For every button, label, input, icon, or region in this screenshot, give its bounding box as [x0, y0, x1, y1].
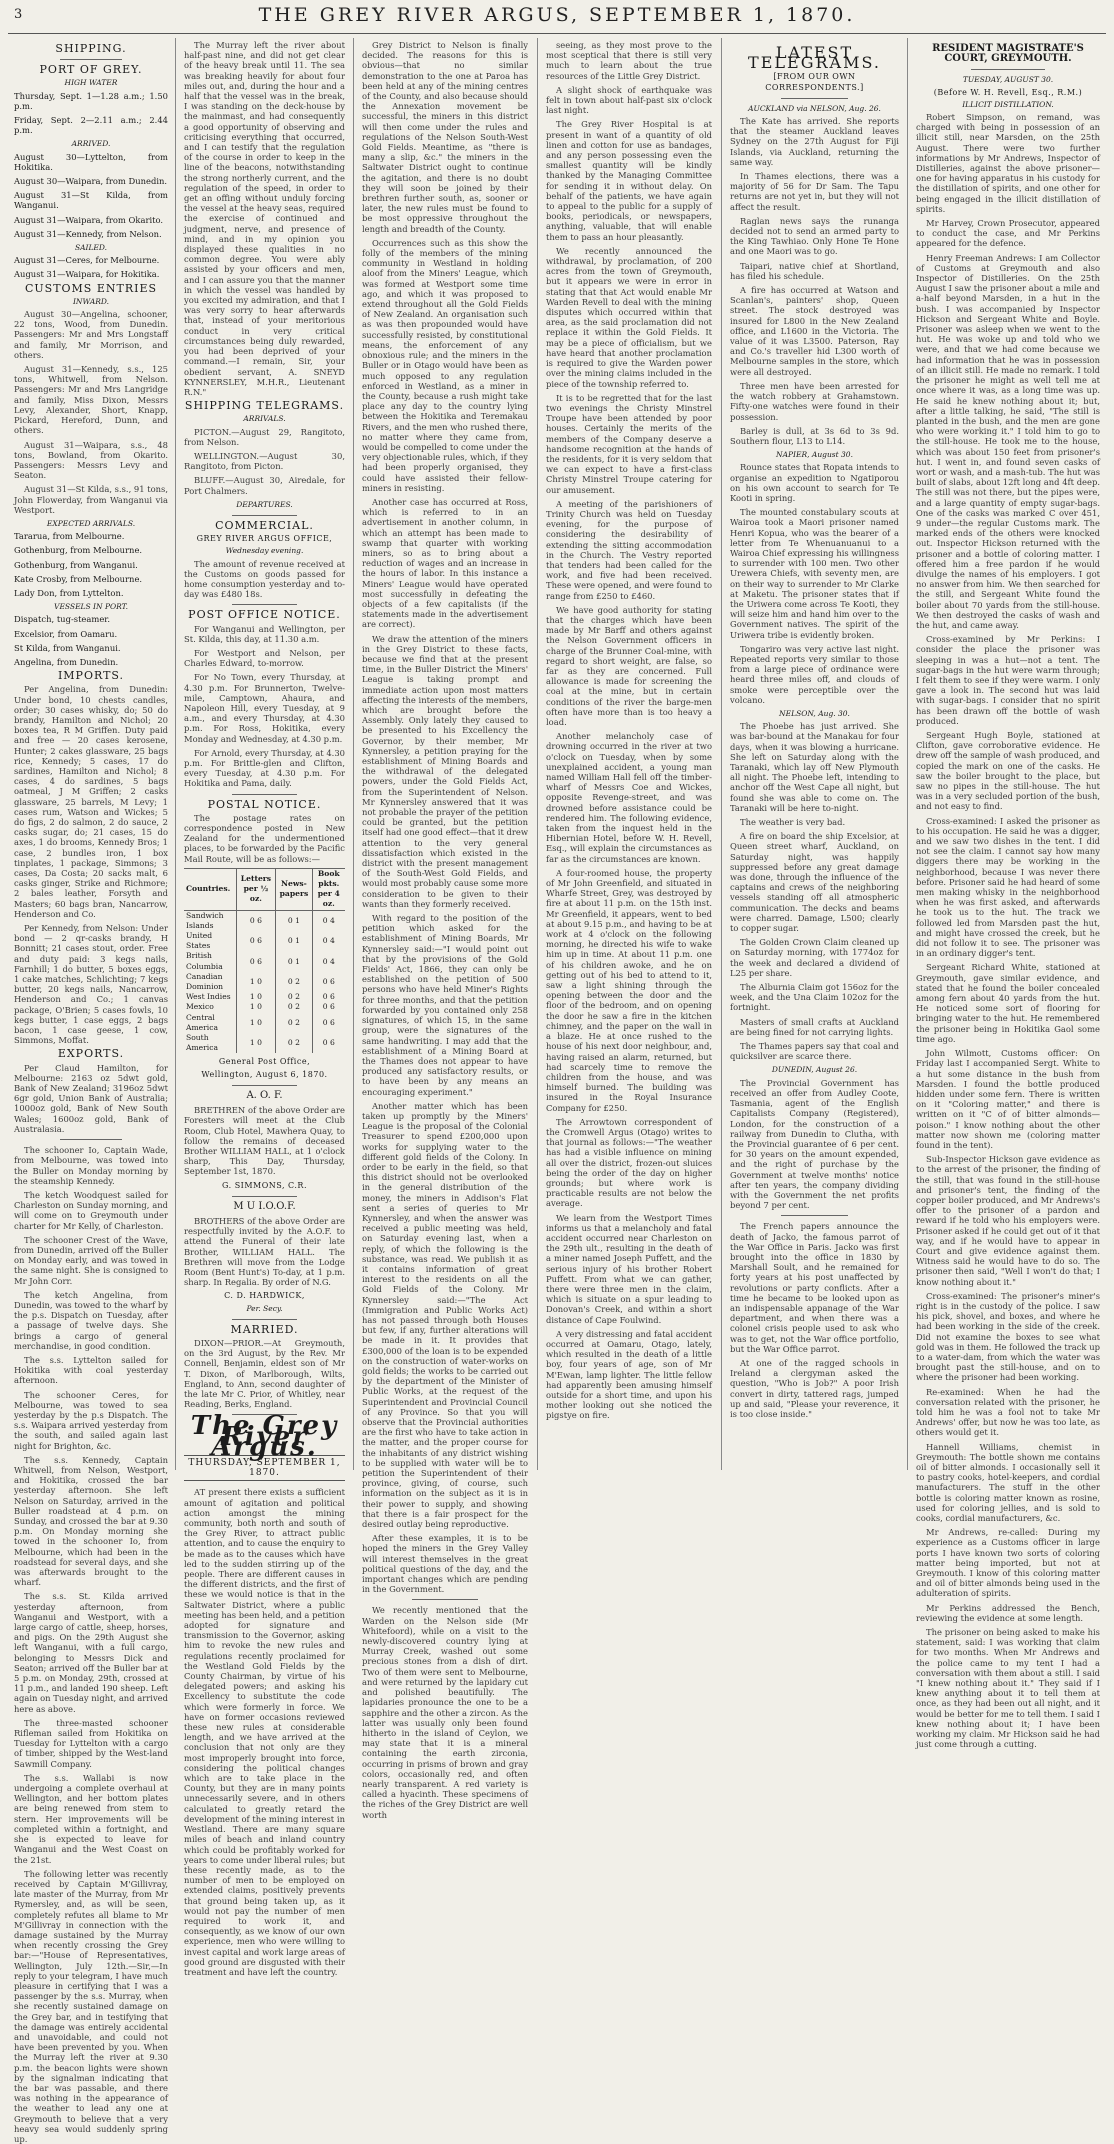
table-cell: 0 6 [236, 931, 276, 951]
high-water-line: Thursday, Sept. 1—1.28 a.m.; 1.50 p.m. [14, 90, 168, 111]
column-latest-telegrams [724, 40, 905, 1468]
court-paragraph: Cross-examined by Mr Perkins: I consider the place the prisoner was sleeping in was a hut—not a tent. The sugar-bags in the hut were warm through; I felt them to see if they were warm. I only gave a look in. The second hut was laid with sugar-bags. I consider that no spirit has been drawn off the bottle of wash produced. [916, 634, 1100, 726]
editorial-paragraph: Occurrences such as this show the folly of the members of the mining community in Westland in holding aloof from the Miners' League, which was formed at Westport some time ago, and which it was proposed to extend throughout all the Gold Fields of New Zealand. An organisation such as was then propounded would have successfully resisted, by constitutional means, the enforcement of any obnoxious rule; and the miners in the Buller or in Otago would have been as much opposed to any regulation enforced in Westland, as a miner in the County, because a rush might take place any day to the country lying between the Hokitika and Teremakau Rivers, and the men who rushed there, no matter where they came from, would be compelled to come under the very objectionable rules, which, if they had been properly organised, they could have assisted their fellow-miners in resisting. [362, 237, 528, 493]
local-news-paragraph: We recently mentioned that the Warden on the Nelson side (Mr Whitefoord), while on a visit to the newly-discovered country lying at Murray Creek, washed out some precious stones from a dish of dirt. Two of them were sent to Melbourne, and were returned by the lapidary cut and polished beautifully. The lapidaries pronounce the one to be a sapphire and the other a zircon. As the latter was usually only been found hitherto in the island of Ceylon, we may state that it is a mineral containing the earth zirconia, occurring in prisms of brown and gray colors, occasionally red, and often nearly transparent. A red variety is called a hyacinth. These specimens of the riches of the Grey District are well worth [362, 1605, 528, 1820]
table-cell: South America [186, 1033, 219, 1053]
expected-line: Tararua, from Melbourne. [14, 531, 125, 542]
table-row [184, 1002, 345, 1012]
arrived-line: August 31—Kennedy, from Nelson. [14, 228, 162, 239]
local-news-paragraph: A meeting of the parishioners of Trinity Church was held on Tuesday evening, for the purpose of considering the desirability of extending the sitting accommodation in the Church. The Vestry reported that tenders had been called for the work, and five had been received. These were opened, and were found to range from £250 to £460. [546, 498, 712, 601]
section-heading-married: MARRIED. [230, 1322, 299, 1336]
section-heading-exports: EXPORTS. [57, 1047, 125, 1061]
label-departures: DEPARTURES. [236, 499, 293, 509]
exports-paragraph: Per Claud Hamilton, for Melbourne: 2163 oz 5dwt gold, Bank of New Zealand; 3196oz 5dwt 6gr gold, Union Bank of Australia; 1000oz gold, Bank of New South Wales; 1600oz gold, Bank of Australasia. [14, 1062, 168, 1134]
post-office-paragraph: For Westport and Nelson, per Charles Edward, to-morrow. [184, 647, 345, 669]
table-cell: 0 2 [276, 992, 312, 1002]
shipping-news-paragraph: The three-masted schooner Rifleman sailed from Hokitika on Tuesday for Lyttelton with a cargo of timber, shipped by the West-land Sawmill Company. [14, 1717, 168, 1769]
local-news-paragraph: The Arrowtown correspondent of the Cromwell Argus (Otago) writes to that journal as follows:—"The weather has had a visible influence on mining all over the district, frozen-out sluices being the order of the day on higher grounds; but where work is practicable results are not below the average. [546, 1116, 712, 1209]
label-arrivals: ARRIVALS. [243, 414, 286, 424]
section-heading-customs: CUSTOMS ENTRIES [24, 281, 158, 295]
masthead [0, 0, 1114, 30]
column-rule [353, 38, 354, 1470]
sailed-line: August 31—Waipara, for Hokitika. [14, 269, 160, 280]
telegram-paragraph: The Golden Crown Claim cleaned up on Saturday morning, with 1774oz for the week and declared a dividend of L25 per share. [730, 937, 899, 978]
local-news-paragraph: Another melancholy case of drowning occurred in the river at two o'clock on Tuesday, when by some unexplained accident, a young man named William Hall fell off the timber-wharf of Messrs Coe and Wickes, opposite Revenge-street, and was drowned before assistance could be rendered him. The following evidence, taken from the inquest held in the Hibernian Hotel, before W. H. Revell, Esq., will explain the circumstances as far as the circumstances are known. [546, 731, 712, 864]
table-cell: 0 4 [312, 931, 345, 951]
telegram-paragraph: At one of the ragged schools in Ireland a clergyman asked the question, "Who is Job?" A poor Irish convert in dirty, tattered rags, jumped up and said, "Please your reverence, it is too close inside." [730, 1357, 899, 1419]
divider [232, 1085, 296, 1086]
shipping-news-paragraph: The s.s. Wallabi is now undergoing a complete overhaul at Wellington, and her bottom plates are being renewed from stem to stern. Her improvements will be completed within a fortnight, and she is expected to leave for Wanganui and the West Coast on the 21st. [14, 1772, 168, 1865]
shipping-news-paragraph: The s.s. Kennedy, Captain Whitwell, from Nelson, Westport, and Hokitika, crossed the bar yesterday afternoon. She left Nelson on Saturday, arrived in the Buller roadstead at 4 p.m. on Sunday, and crossed the bar at 9.30 p.m. On Monday morning she towed in the schooner Io, from Melbourne, which had been in the roadstead for several days, and she was afterwards brought to the wharf. [14, 1454, 168, 1588]
in-port-line: Angelina, from Dunedin. [14, 656, 119, 667]
section-heading-commercial: COMMERCIAL. [215, 518, 314, 532]
court-paragraph: Sub-Inspector Hickson gave evidence as to the arrest of the prisoner, the finding of the still, that was found in the still-house and prisoner's tent, the finding of the copper boiler produced, and Mr Andrews's offer to the prisoner of a pardon and reward if he told who his employers were. Prisoner asked if he could get out of it that way, and if he would have to appear in Court and give evidence against them. Witness said he would have to do so. The prisoner then said, "Well I won't do that; I know nothing about it." [916, 1154, 1100, 1287]
telegram-paragraph: The Provincial Government has received an offer from Audley Coote, Tasmania, agent of the English Capitalists Company (Registered), London, for the construction of a railway from Dunedin to Clutha, with the Provincial guarantee of 6 per cent. for 30 years on the amount expended, and the right of purchase by the Government at twelve months' notice after ten years, the company dividing with the Government the net profits beyond 7 per cent. [730, 1077, 899, 1211]
arrived-line: August 31—Waipara, from Okarito. [14, 214, 164, 225]
table-row [184, 951, 345, 971]
telegram-paragraph: Tongariro was very active last night. Repeated reports very similar to those from a large piece of ordinance were heard three miles off, and clouds of smoke were perceptible over the volcano. [730, 643, 899, 705]
court-paragraph: Mr Harvey, Crown Prosecutor, appeared to conduct the case, and Mr Perkins appeared for the defence. [916, 218, 1100, 249]
shipping-news-paragraph: The ketch Angelina, from Dunedin, was towed to the wharf by the p.s. Dispatch on Tuesday, after a passage of twelve days. She brings a cargo of general merchandise, in good condition. [14, 1289, 168, 1351]
section-heading-shipping-telegrams: SHIPPING TELEGRAMS. [184, 399, 345, 413]
shipping-news-paragraph: The ketch Woodquest sailed for Charleston on Sunday morning, and will come on to Greymouth under charter for Mr Kelly, of Charleston. [14, 1189, 168, 1231]
table-cell: United States [186, 931, 213, 951]
telegram-paragraph: In Thames elections, there was a majority of 56 for Dr Sam. The Tapu returns are not yet in, but they will not affect the result. [730, 171, 899, 212]
telegram-paragraph: The weather is very bad. [740, 817, 846, 828]
editorial-paragraph: Another case has occurred at Ross, which is referred to in an advertisement in another column, in which an attempt has been made to swamp that quarter with working miners, so as to bring about a reduction of wages and an increase in the hours of labor. In this instance a Miners' League would have operated most successfully in defeating the objects of a few capitalists (if the statements made in the advertisement are correct). [362, 496, 528, 630]
table-cell: 0 2 [276, 972, 312, 992]
table-row [184, 1013, 345, 1033]
table-cell: British Columbia [186, 951, 223, 971]
divider [412, 1599, 478, 1600]
court-paragraph: Mr Perkins addressed the Bench, reviewing the evidence at some length. [916, 1602, 1100, 1623]
section-heading-imports: IMPORTS. [57, 669, 125, 683]
court-bench: (Before W. H. Revell, Esq., R.M.) [933, 87, 1083, 97]
table-row [184, 972, 345, 992]
label-sailed: SAILED. [74, 243, 108, 253]
section-heading-aof: A. O. F. [246, 1089, 283, 1101]
divider [971, 69, 1045, 70]
table-header-cell: News-papers [276, 868, 312, 910]
telegram-line: WELLINGTON.—August 30, Rangitoto, from Picton. [184, 450, 345, 472]
table-cell: 0 6 [236, 910, 276, 931]
telegram-paragraph: Taipari, native chief at Shortland, has filed his schedule. [730, 260, 899, 281]
table-cell: Sandwich Islands [186, 910, 224, 930]
divider [781, 1215, 849, 1216]
section-heading-shipping: SHIPPING. [55, 42, 127, 55]
local-news-paragraph: A slight shock of earthquake was felt in town about half-past six o'clock last night. [546, 84, 712, 116]
table-cell: Canadian Dominion [186, 971, 224, 992]
column-local-news [540, 40, 718, 1468]
local-news-paragraph: It is to be regretted that for the last two evenings the Christy Minstrel Troupe have been attended by poor houses. Certainly the merits of the members of the Company deserve a handsome recognition at the hands of the residents, for it is very seldom that we can expect to have a first-class Christy Minstrel Troupe catering for our amusement. [546, 392, 712, 495]
table-row [184, 992, 345, 1002]
muioof-role: Per. Secy. [246, 1303, 283, 1313]
court-paragraph: Sergeant Hugh Boyle, stationed at Clifton, gave corroborative evidence. He drew off the sample of wash produced, and copied the mark on one of the casks. He saw the boiler brought to the place, but saw no pipes in the still-house. The hut was in a very secluded portion of the bush, and not easy to find. [916, 730, 1100, 812]
court-paragraph: Cross-examined: I asked the prisoner as to his occupation. He said he was a digger, and we saw two dishes in the tent. I did not see the claim. I cannot say how many diggers there may be working in the neighborhood, because I was never there before. Prisoner said he had heard of some men making whisky in the neighborhood when he was first asked, and afterwards he took us to the hut. The track we followed led from Marsden past the hut, and might have crossed the creek, but he did not follow it to see. The prisoner was in an ordinary digger's tent. [916, 815, 1100, 959]
table-cell: 0 6 [312, 1002, 345, 1012]
table-header-cell: Countries. [186, 884, 231, 894]
editorial-paragraph: With regard to the position of the petition which asked for the establishment of Mining Boards, Mr Kynnersley said:—"I would point out that by the provisions of the Gold Fields' Act, 1866, they can only be established on the petition of 500 persons who have held Miner's Rights for three months, and that the petition forwarded by you contained only 258 signatures, of which 15, in the same group, were the signatures of the same handwriting. I may add that the establishment of a Mining Board at the Thames does not appear to have produced any satisfactory results, or to have been by any means an encouraging experiment." [362, 913, 528, 1097]
masthead-rule [8, 33, 1106, 34]
table-row [184, 931, 345, 951]
local-news-paragraph: A very distressing and fatal accident occurred at Oamaru, Otago, lately, which resulted in the death of a little boy, four years of age, son of Mr M'Ewan, lamp lighter. The little fellow had apparently been amusing himself outside for a short time, and upon his mother looking out she noticed the pigstye on fire. [546, 1328, 712, 1421]
shipping-news-paragraph: The schooner Ceres, for Melbourne, was towed to sea yesterday by the p.s Dispatch. The s.s. Waipara arrived yesterday from the south, and sailed again last night for Brighton, &c. [14, 1389, 168, 1451]
court-paragraph: Hannell Williams, chemist in Greymouth: The bottle shown me contains oil of bitter almonds. I occasionally sell it to pastry cooks, hotel-keepers, and cordial manufacturers. The stuff in the other bottle is coloring matter known as rosine, used for coloring jellies, and is sold to cooks, cordial manufacturers, &c. [916, 1441, 1100, 1524]
customs-paragraph: August 31—St Kilda, s.s., 91 tons, John Flowerday, from Wanganui via Westport. [14, 484, 168, 515]
editorial-paragraph: We draw the attention of the miners in the Grey District to these facts, because we find that at the present time, in the Buller District the Miners' League is taking prompt and immediate action upon most matters affecting the interests of the members, which are brought before the Assembly. Only lately they caused to be presented to his Excellency the Governor, by their member, Mr Kynnersley, a petition praying for the establishment of Mining Boards and the withdrawal of the delegated powers, under the Gold Fields Act, from the Superintendent of Nelson. Mr Kynnersley answered that it was not probable the prayer of the petition could be granted, but the petition itself had one good effect—that it drew attention to the very general dissatisfaction which existed in the district with the present management of the South-West Gold Fields, and would most probably cause some more consideration to be given to their wants than they formerly received. [362, 633, 528, 909]
divider [232, 604, 296, 605]
table-row [184, 1033, 345, 1053]
section-heading-muioof: M U I.O.O.F. [233, 1200, 296, 1212]
table-cell: Mexico [186, 1002, 214, 1012]
table-cell: 0 4 [312, 951, 345, 971]
shipping-news-paragraph: The schooner Io, Captain Wade, from Melbourne, was towed into the Buller on Monday morning by the steamship Kennedy. [14, 1145, 168, 1186]
divider [232, 794, 296, 795]
column-rule [721, 38, 722, 1470]
table-cell: 1 0 [236, 1013, 276, 1033]
imports-paragraph: Per Kennedy, from Nelson: Under bond — 2 qr-casks brandy, H Bonnitt; 21 cases stout, order. Free and duty paid: 3 kegs nails, Farnhill; 1 do butter, 5 boxes eggs, 1 cake matches, Schlichting; 7 kegs butter, 20 kegs nails, Nancarrow, Henderson and Co.; 1 canvas package, O'Brien; 5 cases fowls, 10 kegs butter, 1 case eggs, 2 bags bacon, 1 case geese, 1 cow, Simmons, Moffat. [14, 923, 168, 1046]
letter-continued-paragraph: The Murray left the river about half-past nine, and did not get clear of the heavy break until 11. The sea was breaking heavily for about four miles out, and, during the hour and a half that the vessel was in the break, I was standing on the deck-house by the mainmast, and had consequently a good opportunity of observing and criticising everything that occurred, and I can testify that the regulation of the course in order to keep in the line of the beacons, notwithstanding the strong northerly current, and the regulation of the speed, in order to get an offing without unduly forcing the vessel at the heavy seas, required the exercise of continued and judgment, nerve, and presence of mind, and in my opinion you displayed these qualities in no common degree. You were ably assisted by your officers and men, and I can assure you that the manner in which the vessel was handled by you excited my admiration, and that I was very sorry to hear afterwards that, instead of your meritorious conduct in very critical circumstances being duly rewarded, you had been deprived of your command.—I remain, Sir, your obedient servant, A. SNEYD KYNNERSLEY, M.H.R., Lieutenant R.N." [184, 40, 345, 397]
court-date: TUESDAY, AUGUST 30. [962, 75, 1054, 85]
arrived-line: August 30—Lyttelton, from Hokitika. [14, 151, 168, 172]
table-cell: 0 1 [276, 951, 312, 971]
column-rule [537, 38, 538, 1470]
section-heading-port: PORT OF GREY. [39, 63, 143, 77]
aof-signature: G. SIMMONS, C.R. [222, 1180, 307, 1190]
case-title: ILLICIT DISTILLATION. [962, 99, 1054, 109]
own-correspondents: [FROM OUR OWN CORRESPONDENTS.] [765, 72, 864, 92]
column-court [910, 40, 1106, 1750]
label-arrived: ARRIVED. [71, 139, 111, 149]
arrived-line: August 30—Waipara, from Dunedin. [14, 176, 168, 187]
commercial-office: GREY RIVER ARGUS OFFICE, [196, 534, 333, 544]
telegram-line: PICTON.—August 29, Rangitoto, from Nelson. [184, 426, 345, 447]
table-cell: 0 2 [276, 1033, 312, 1053]
label-in-port: VESSELS IN PORT. [54, 602, 128, 612]
column-rule [907, 38, 908, 1470]
customs-paragraph: August 31—Kennedy, s.s., 125 tons, Whitwell, from Nelson. Passengers: Mr and Mrs Langridge and family, Miss Dixon, Messrs Levy, Alexander, Short, Knapp, Pickard, Hereford, Dunn, and others. [14, 364, 168, 436]
telegram-paragraph: The Kate has arrived. She reports that the steamer Auckland leaves Sydney on the 27th August for Fiji Islands, via Auckland, returning the same way. [730, 116, 899, 167]
table-cell: 0 2 [276, 1002, 312, 1012]
imports-paragraph: Per Angelina, from Dunedin: Under bond, 10 chests candles, order; 30 cases whisky, do; 50 do brandy, Hamilton and Nichol; 20 boxes tea, R M Griffen. Duty paid and free — 20 cases kerosene, Hunter; 2 cakes glassware, 25 bags rice, Kennedy; 5 cases, 17 do sardines, Hamilton and Nichol; 8 cases, 4 do sardines, 5 bags oatmeal, J M Griffen; 2 casks glassware, 25 barrels, M Levy; 1 cases rum, Watson and Wickes; 5 do figs, 2 do salmon, 2 do sauce, 2 casks sugar, do; 21 cases, 15 do axes, 1 do brooms, Kennedy Bros; 1 case, 2 bundles iron, 1 box tinplates, 1 package, Simmons; 3 cases, Da Costa; 20 sacks malt, 6 casks ginger, Strike and Richmore; 2 bales leather, Forsyth and Masters; 60 bags bran, Nancarrow, Henderson and Co. [14, 684, 168, 919]
sailed-line: August 31—Ceres, for Melbourne. [14, 255, 160, 266]
local-news-paragraph: seeing, as they most prove to the most sceptical that there is still very much to learn about the true resources of the Little Grey District. [546, 40, 712, 81]
post-office-paragraph: For Wanganui and Wellington, per St. Kilda, this day, at 11.30 a.m. [184, 623, 345, 644]
married-paragraph: DIXON—PRIOR.—At Greymouth, on the 3rd August, by the Rev. Mr Connell, Benjamin, eldest son of Mr T. Dixon, of Marlborough, Wilts, England, to Ann, second daughter of the late Mr C. Prior, of Whitley, near Reading, Berks, England. [184, 1337, 345, 1410]
masthead-title: THE GREY RIVER ARGUS, SEPTEMBER 1, 1870. [258, 4, 856, 26]
divider [232, 515, 296, 516]
local-news-paragraph: We learn from the Westport Times informs us that a melancholy and fatal accident occurred near Charleston on the 29th ult., resulting in the death of a miner named Joseph Puffett, and the serious injury of his brother Robert Puffett. From what we can gather, there were three men in the claim, which is situate on a spur leading to Donovan's Creek, and within a short distance of Cape Foulwind. [546, 1212, 712, 1325]
table-cell: 0 2 [276, 1013, 312, 1033]
in-port-line: Dispatch, tug-steamer. [14, 614, 111, 625]
post-office-paragraph: For Arnold, every Thursday, at 4.30 p.m. For Brittle-glen and Clifton, every Tuesday, at 4.30 p.m. For Hokitika and Pama, daily. [184, 747, 345, 789]
table-cell: 1 0 [236, 1033, 276, 1053]
section-heading-post-office: POST OFFICE NOTICE. [188, 608, 341, 622]
section-heading-court: RESIDENT MAGISTRATE'S COURT, GREYMOUTH. [932, 43, 1084, 65]
telegram-paragraph: Masters of small crafts at Auckland are being fined for not carrying lights. [730, 1016, 899, 1037]
table-cell: 0 4 [312, 910, 345, 931]
high-water-line: Friday, Sept. 2—2.11 a.m.; 2.44 p.m. [14, 115, 168, 136]
telegram-dateline: NAPIER, August 30. [776, 450, 853, 460]
divider [60, 1139, 122, 1140]
table-cell: 0 6 [312, 1033, 345, 1053]
post-office-paragraph: For No Town, every Thursday, at 4.30 p.m. For Brunnerton, Twelve-mile, Camptown, Ahaura, and Napoleon Hill, every Tuesday, at 9 a.m., and every Thursday, at 4.30 p.m. For Ross, Hokitika, every Monday and Wednesday, at 4.30 p.m. [184, 672, 345, 744]
customs-paragraph: August 30—Angelina, schooner, 22 tons, Wood, from Dunedin. Passengers: Mr and Mrs Longstaff and family, Mr Morrison, and others. [14, 309, 168, 360]
section-heading-postal: POSTAL NOTICE. [207, 797, 322, 811]
local-news-paragraph: The Grey River Hospital is at present in want of a quantity of old linen and cotton for use as bandages, and any person possessing even the smallest quantity will be kindly thanked by the Managing Committee for sending it in without delay. On behalf of the patients, we have again to appeal to the public for a supply of books, periodicals, or newspapers, anything, valuable, that will enable them to pass an hour pleasantly. [546, 119, 712, 242]
table-cell: 0 6 [312, 992, 345, 1002]
customs-paragraph: August 31—Waipara, s.s., 48 tons, Bowland, from Okarito. Passengers: Messrs Levy and Seaton. [14, 439, 168, 481]
in-port-line: Excelsior, from Oamaru. [14, 628, 118, 639]
table-header-row [184, 868, 345, 910]
divider [232, 1196, 296, 1197]
table-cell: 0 6 [312, 1013, 345, 1033]
divider [60, 59, 122, 60]
shipping-news-paragraph: The s.s. St. Kilda arrived yesterday afternoon, from Wanganui and Westport, with a large cargo of cattle, sheep, horses, and pigs. On the 29th August she left Wanganui, with a full cargo, belonging to Messrs Dick and Seaton; arrived off the Buller bar at 5 p.m. on Monday, 29th, crossed at 11 p.m., and landed 190 sheep. Left again on Tuesday night, and arrived here as above. [14, 1591, 168, 1714]
telegram-dateline: DUNEDIN, August 26. [771, 1065, 858, 1075]
muioof-paragraph: BROTHERS of the above Order are respectfully invited by the A.O.F. to attend the Funeral of their late Brother, WILLIAM HALL. The Brethren will move from the Lodge Room (Bent Hunt's) To-day, at 1 p.m. sharp. In Regalia. By order of N.G. [184, 1215, 345, 1288]
court-paragraph: Cross-examined: The prisoner's miner's right is in the custody of the police. I saw his pick, shovel, and boxes, and where he had been working in the side of the creek. Did not examine the boxes to see what gold was in them. He followed the track up to a water-dam, from which the water was brought past the still-house, and on to where the prisoner had been working. [916, 1290, 1100, 1383]
telegram-dateline: NELSON, Aug. 30. [779, 708, 850, 718]
shipping-news-paragraph: The schooner Crest of the Wave, from Dunedin, arrived off the Buller on Monday early, and was towed in the same night. She is consigned to Mr John Corr. [14, 1234, 168, 1286]
divider [232, 1319, 296, 1320]
postal-rates-table [184, 868, 345, 1054]
column-rule [175, 38, 176, 1470]
telegram-dateline: AUCKLAND via NELSON, Aug. 26. [748, 103, 881, 113]
gpo-line: General Post Office, [218, 1057, 311, 1067]
table-cell: 1 0 [236, 992, 276, 1002]
court-paragraph: Re-examined: When he had the conversation related with the prisoner, he told him he was a fool not to take Mr Andrews' offer, but now he was too late, as others would get it. [916, 1386, 1100, 1438]
telegram-paragraph: Barley is dull, at 3s 6d to 3s 9d. Southern flour, L13 to L14. [730, 425, 899, 446]
column-shipping [8, 40, 174, 2144]
table-cell: Central America [186, 1012, 219, 1032]
section-heading-latest-telegrams: LATEST TELEGRAMS. [748, 43, 881, 73]
commercial-paragraph: The amount of revenue received at the Customs on goods passed for home consumption yesterday and to-day was £480 18s. [184, 558, 345, 600]
in-port-line: St Kilda, from Wanganui. [14, 642, 121, 653]
local-news-paragraph: We recently announced the withdrawal, by proclamation, of 200 acres from the town of Greymouth, but it appears we were in error in stating that that Act would enable Mr Warden Revell to deal with the mining disputes which occurred within that area, as the said proclamation did not replace it within the Gold Fields. It may be a piece of officialism, but we have heard that another proclamation is required to give the Warden power over the mining claims included in the piece of the township referred to. [546, 245, 712, 389]
telegram-paragraph: A fire has occurred at Watson and Scanlan's, painters' shop, Queen street. The stock destroyed was insured for L800 in the New Zealand office, and L1600 in the Victoria. The value of it was L3500. Paterson, Ray and Co.'s traveller hid L300 worth of Melbourne samples in the store, which were all destroyed. [730, 285, 899, 377]
table-row [184, 910, 345, 931]
court-paragraph: Robert Simpson, on remand, was charged with being in possession of an illicit still, near Marsden, on the 25th August. There were two further informations by Mr Andrews, Inspector of Distilleries, against the above prisoner—one for having apparatus in his custody for the distillation of spirits, and one other for being engaged in the illicit distillation of spirits. [916, 112, 1100, 214]
local-news-paragraph: A four-roomed house, the property of Mr John Greenfield, and situated in Wharfe Street, Grey, was destroyed by fire at about 11 p.m. on the 15th inst. Mr Greenfield, it appears, went to bed at about 9.15 p.m., and having to be at work at 4 o'clock on the following morning, he directed his wife to wake him up in time. At about 11 p.m. one of his children awoke, and he on getting out of his bed to attend to it, saw a light shining through the opening between the door and the floor of the bedroom, and on opening the door he saw a fire in the kitchen chimney, and the paper on the wall in a blaze. He at once rushed to the house of his next door neighbour, and, having raised an alarm, returned, but had scarcely time to remove the children from the house, and was himself burned. The building was insured in the Royal Insurance Company for £250. [546, 867, 712, 1113]
label-inward: INWARD. [72, 296, 110, 306]
table-cell: 1 0 [236, 972, 276, 992]
commercial-day: Wednesday evening. [225, 546, 304, 556]
court-paragraph: Sergeant Richard White, stationed at Greymouth, gave similar evidence, and stated that he found the boiler concealed among fern about 40 yards from the hut. He noticed some sort of flooring for bringing water to the hut. He remembered the prisoner being in Hokitika Gaol some time ago. [916, 962, 1100, 1044]
court-paragraph: The prisoner on being asked to make his statement, said: I was working that claim for two months. When Mr Andrews and the police came to my tent I had a conversation with them about a still. I said "I knew nothing about it." They said if I knew anything about it to tell them at once, as they had been out all night, and it would be better for me to tell them. I said I knew nothing about it; I have been working my claim. Mr Hickson said he had just come through a cutting. [916, 1627, 1100, 1750]
table-cell: 0 1 [276, 910, 312, 931]
editorial-paragraph: After these examples, it is to be hoped the miners in the Grey Valley will interest themselves in the great political questions of the day, and the important changes which are pending in the Government. [362, 1533, 528, 1595]
court-paragraph: Henry Freeman Andrews: I am Collector of Customs at Greymouth and also Inspector of Distilleries. On the 25th August I saw the prisoner about a mile and a-half beyond Marsden, in a hut in the bush. I was accompanied by Inspector Hickson and Sergeant White and Boyle. Prisoner was asleep when we went to the hut. He was woke up and told who we were, and that we had come because we had information that he was in possession of an illicit still. He made no remark. I told the prisoner he might as well tell me at once where it was, as a long time was up. He said he knew nothing about it; but, after a little talking, he said, "The still is planted in the bush, and the men are gone who were working it." I told him to go to the still-house. He took me to the house, which was about 150 feet from prisoner's hut. I went in, and found seven casks of wort or wash, and a mash-tub. The hut was built of slabs, about 12ft long and 4ft deep. The still was not there, but the pipes were, and a large quantity of empty sugar-bags. One of the casks was marked C over 451, 9 under—the regular Customs mark. The marked ends of the others were knocked out. Inspector Hickson returned with the prisoner and a bottle of coloring matter. I offered him a free pardon if he would divulge the names of his employers. I got no answer from him. We then searched for the still, and Sergeant White found the boiler about 70 yards from the still-house. We then destroyed the casks of wash and the hut, and came away. [916, 252, 1100, 630]
telegram-paragraph: The mounted constabulary scouts at Wairoa took a Maori prisoner named Henri Kopua, who was the bearer of a letter from Te Whenuanuanui to a Wairoa Chief expressing his willingness to surrender with 100 men. Two other Urewera Chiefs, with seventy men, are on their way to surrender to Mr Clarke at Maketu. The prisoner states that if the Uriwera come across Te Kooti, they will seize him and hand him over to the Government natives. The spirit of the Uriwera tribe is evidently broken. [730, 507, 899, 640]
telegram-paragraph: The French papers announce the death of Jacko, the famous parrot of the War Office in Paris. Jacko was first brought into the office in 1830 by Marshall Soult, and he remained for forty years at his post unaffected by revolutions or party conflicts. After a time he became to be looked upon as an indispensable appanage of the War department, and when there was a colonel crisis people used to ask who was to get, not the War office portfolio, but the War Office parrot. [730, 1221, 899, 1354]
expected-line: Gothenburg, from Melbourne. [14, 545, 143, 556]
label-high-water: HIGH WATER [64, 78, 118, 88]
aof-paragraph: BRETHREN of the above Order are Foresters will meet at the Club Room, Club Hotel, Mawhera Quay, to follow the remains of deceased Brother WILLIAM HALL, at 1 o'clock sharp, This Day, Thursday, September 1st, 1870. [184, 1105, 345, 1177]
telegram-paragraph: Three men have been arrested for the watch robbery at Grahamstown. Fifty-one watches were found in their possession. [730, 380, 899, 422]
telegram-line: BLUFF.—August 30, Airedale, for Port Chalmers. [184, 475, 345, 496]
table-header-cell: Book pkts. per 4 oz. [312, 868, 345, 910]
page-number: 3 [14, 7, 26, 22]
table-cell: 0 6 [312, 972, 345, 992]
column-telegrams-commercial [178, 40, 351, 1977]
edition-date: THURSDAY, SEPTEMBER 1, 1870. [184, 1455, 345, 1481]
shipping-news-paragraph: The s.s. Lyttelton sailed for Hokitika with coal yesterday afternoon. [14, 1354, 168, 1386]
telegram-paragraph: The Alburnia Claim got 156oz for the week, and the Una Claim 102oz for the fortnight. [730, 982, 899, 1013]
divider [781, 98, 849, 99]
telegram-paragraph: Rounce states that Ropata intends to organise an expedition to Ngatiporou on his own account to search for Te Kooti in spring. [730, 462, 899, 503]
table-header-cell: Letters per ½ oz. [236, 868, 276, 910]
table-cell: West Indies [186, 992, 231, 1002]
gpo-date: Wellington, August 6, 1870. [201, 1069, 328, 1079]
expected-line: Lady Don, from Lyttelton. [14, 587, 124, 598]
editorial-paragraph: Grey District to Nelson is finally decided. The reasons for this is obvious—that no similar demonstration to the one at Paroa has been held at any of the mining centres of the County, and also because should the Annexation movement be successful, the miners in this district will then come under the rules and regulations of the Nelson South-West Gold Fields. Meantime, as "there is many a slip, &c." the miners in the Saltwater District ought to continue the agitation, and there is no doubt they will soon be joined by their brethren further south, as, sooner or later, the new rules must be found to be most oppressive throughout the length and breadth of the County. [362, 40, 528, 234]
expected-line: Kate Crosby, from Melbourne. [14, 573, 143, 584]
column-editorial [356, 40, 534, 1820]
label-expected: EXPECTED ARRIVALS. [46, 518, 136, 528]
telegram-paragraph: Raglan news says the runanga decided not to send an armed party to the King Tawhiao. Only Hone Te Hone and one Maori was to go. [730, 215, 899, 257]
local-news-paragraph: We have good authority for stating that the charges which have been made by Mr Barff and others against the Nelson Government officers in charge of the Brunner Coal-mine, with regard to short weight, are false, so far as they are concerned. Full allowance is made for screening the coal at the mine, but in certain conditions of the river the barge-men often have more than is too heavy a load. [546, 604, 712, 727]
telegram-paragraph: A fire on board the ship Excelsior, at Queen street wharf, Auckland, on Saturday night, was happily suppressed before any great damage was done, through the influence of the captains and crews of the neighboring vessels standing off all atmospheric communication. The decks and beams were charred. Damage, L500; clearly to copper sugar. [730, 831, 899, 934]
telegram-paragraph: The Phoebe has just arrived. She was bar-bound at the Manakau for four days, when it was blowing a hurricane. She left on Saturday along with the Taranaki, which lay off New Plymouth all night. The Phoebe left, intending to anchor off the West Cape all night, but found she was able to come on. The Taranaki will be here to-night. [730, 721, 899, 813]
table-cell: 0 1 [276, 931, 312, 951]
table-cell: 0 6 [236, 951, 276, 971]
muioof-signature: C. D. HARDWICK, [224, 1291, 305, 1301]
expected-line: Gothenburg, from Wanganui. [14, 559, 138, 570]
table-cell: 1 0 [236, 1002, 276, 1012]
newspaper-nameplate: The Grey River Argus. [190, 1411, 339, 1462]
editorial-paragraph: Another matter which has been taken up promptly by the Miners' League is the proposal of the Colonial Treasurer to spend £200,000 upon works for supplying water to the different gold fields of the Colony. In order to be early in the field, so that this district should not be overlooked in the general distribution of the money, the miners in Addison's Flat sent a series of queries to Mr Kynnersley, and when the answer was received a public meeting was held, on Saturday evening last, when a reply, of which the following is the substance, was read. We publish it as it contains information of great interest to the residents on all the Gold Fields of the Colony. Mr Kynnersley said:—"The Act (Immigration and Public Works Act) has not passed through both Houses but few, if any, further alterations will be made in it. It provides that £300,000 of the loan is to be expended on the construction of water-works on gold fields; the works to be carried out by the department of the Minister of Public Works, at the request of the Superintendent and Provincial Council of any Province. So that you will observe that the Provincial authorities are the first who have to take action in the matter, and the proper course for the inhabitants of any district wishing to be supplied with water will be to petition the Superintendent of their province, giving, of course, such information on the subject as it is in their power to supply, and showing that there is a fair prospect for the desired outlay being reproductive. [362, 1100, 528, 1530]
postal-paragraph: The postage rates on correspondence posted in New Zealand for the undermentioned places, to be forwarded by the Pacific Mail Route, will be as follows:— [184, 812, 345, 864]
shipping-news-paragraph: The following letter was recently received by Captain M'Gillivray, late master of the Murray, from Mr Rymersley, and, as will be seen, completely refutes all blame to Mr M'Gillivray in connection with the damage sustained by the Murray when recently crossing the Grey bar:—"House of Representatives, Wellington, July 12th.—Sir,—In reply to your telegram, I have much pleasure in certifying that I was a passenger by the s.s. Murray, when she recently sustained damage on the Grey bar, and in testifying that the damage was entirely accidental and unavoidable, and could not have been prevented by you. When the Murray left the river at 9.30 p.m. the beacon lights were shown by the signalman indicating that the bar was passable, and there was nothing in the appearance of the weather to lead any one at Greymouth to believe that a very heavy sea would suddenly spring up. [14, 1868, 168, 2144]
telegram-paragraph: The Thames papers say that coal and quicksilver are scarce there. [730, 1041, 899, 1062]
editorial-paragraph: AT present there exists a sufficient amount of agitation and political action amongst the mining community, both north and south of the Grey River, to attract public attention, and to cause the enquiry to be made as to the causes which have led to the sudden stirring up of the people. There are different causes in the different districts, and the first of these we would notice is that in the Saltwater District, where a public meeting has been held, and a petition adopted for signature and transmission to the Governor, asking him to revoke the new rules and regulations recently proclaimed for the Westland Gold Fields by the County Chairman, by virtue of his delegated powers; and asking his Excellency to substitute the code which were formerly in force. We have on former occasions reviewed these new rules at considerable length, and we have arrived at the conclusion that not only are they most improperly brought into force, considering the political changes which are to take place in the County, but they are in many points unnecessarily severe, and in others calculated to greatly retard the development of the mining interest in Westland. There are many square miles of beach and inland country which could be profitably worked for years to come under liberal rules; but these recently made, as to the number of men to be employed on extended claims, positively prevents that ground being taken up, as it would not pay the number of men required to work it, and consequently, as we know of our own experience, men who were willing to invest capital and work large areas of good ground are disgusted with their treatment and have left the country. [184, 1487, 345, 1977]
arrived-line: August 31—St Kilda, from Wanganui. [14, 190, 168, 211]
court-paragraph: Mr Andrews, re-called: During my experience as a Customs officer in large ports I have known two sorts of coloring matter being imported, but not at Greymouth. I know of this coloring matter and oil of bitter almonds being used in the adulteration of spirits. [916, 1527, 1100, 1599]
court-paragraph: John Wilmott, Customs officer: On Friday last I accompanied Sergt. White to a hut some distance in the bush from Marsden. I found the bottle produced hidden under some fern. There is written on it "Coloring matter," and there is written on it "C of of bitter almonds—poison." I know nothing about the other matter now shown me (coloring matter found in the tent). [916, 1048, 1100, 1150]
